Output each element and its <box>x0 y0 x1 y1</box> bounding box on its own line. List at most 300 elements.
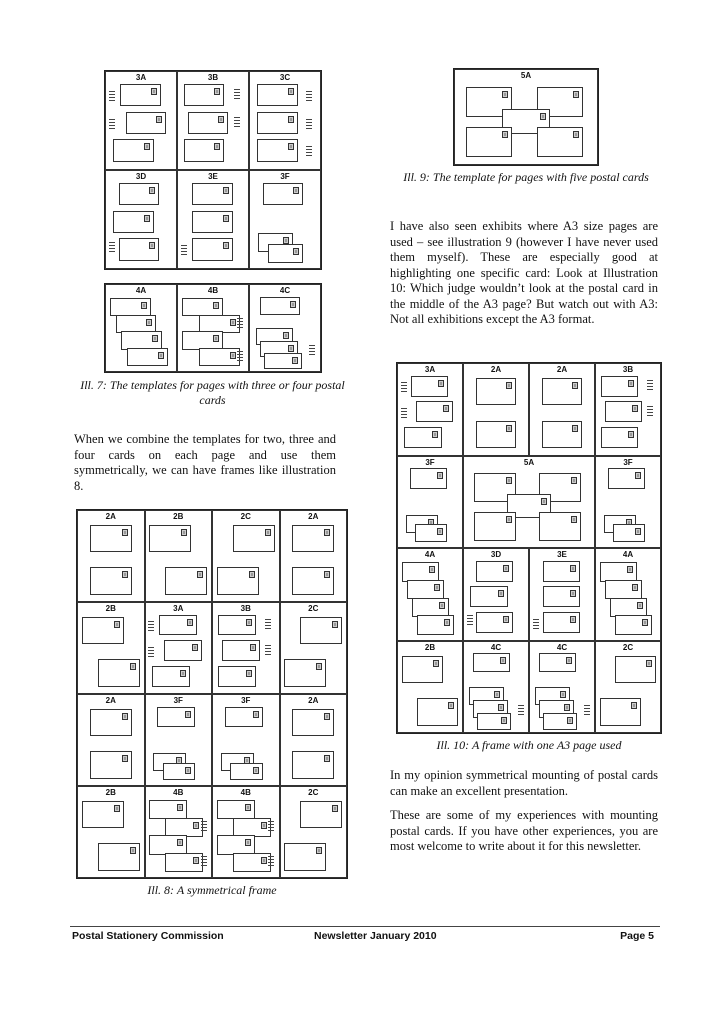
stamp-box <box>573 131 579 138</box>
postal-card-sketch <box>165 853 203 872</box>
stamp-box <box>114 805 120 812</box>
stamp-box <box>181 529 187 536</box>
stamp-box <box>288 116 294 123</box>
postal-card-sketch <box>601 376 638 397</box>
postal-card-sketch <box>199 348 240 366</box>
template-label: 3A <box>424 365 436 374</box>
stamp-box <box>541 498 547 505</box>
text-lines-mark <box>647 406 653 418</box>
stamp-box <box>156 116 162 123</box>
stamp-box <box>635 528 641 535</box>
stamp-box <box>180 670 186 677</box>
cards-area <box>213 797 279 877</box>
template-label: 4A <box>135 286 147 295</box>
cards-area <box>250 295 320 371</box>
ill7-three-card-grid <box>104 70 322 270</box>
template-cell-5a <box>454 69 598 165</box>
postal-card-sketch <box>165 818 203 837</box>
postal-card-sketch <box>182 331 223 349</box>
template-label: 5A <box>523 457 535 467</box>
cards-area <box>464 374 528 455</box>
stamp-box <box>434 584 440 591</box>
text-lines-mark <box>148 647 154 659</box>
cards-area <box>146 797 212 877</box>
postal-card-sketch <box>113 211 154 234</box>
stamp-box <box>214 88 220 95</box>
footer-commission: Postal Stationery Commission <box>72 930 224 942</box>
template-label: 3D <box>490 550 502 559</box>
postal-card-sketch <box>543 612 580 633</box>
stamp-box <box>324 713 330 720</box>
template-cell-2a <box>280 510 348 602</box>
stamp-box <box>185 711 191 718</box>
stamp-box <box>250 644 256 651</box>
postal-card-sketch <box>615 656 656 683</box>
text-lines-mark <box>518 705 524 717</box>
stamp-box <box>144 143 150 150</box>
template-label: 2C <box>308 788 319 797</box>
template-label: 3D <box>135 172 147 181</box>
footer-page-number: Page 5 <box>620 930 654 942</box>
postal-card-sketch <box>417 698 458 725</box>
postal-card-sketch <box>300 801 342 828</box>
template-label: 2A <box>308 512 319 521</box>
stamp-box <box>448 702 454 709</box>
postal-card-sketch <box>233 853 271 872</box>
text-lines-mark <box>584 705 590 717</box>
stamp-box <box>213 335 219 342</box>
stamp-box <box>560 691 566 698</box>
text-lines-mark <box>265 619 271 631</box>
cards-area <box>530 374 594 455</box>
stamp-box <box>438 380 444 387</box>
stamp-box <box>628 431 634 438</box>
stamp-box <box>503 565 509 572</box>
stamp-box <box>500 657 506 664</box>
text-lines-mark <box>201 821 207 833</box>
postal-card-sketch <box>188 112 229 135</box>
stamp-box <box>570 565 576 572</box>
postal-card-sketch <box>217 800 255 819</box>
paragraph-symmetrical-mounting: In my opinion symmetrical mounting of postal cards can make an excellent presentation. <box>390 768 658 798</box>
template-cell-3f <box>249 170 321 269</box>
stamp-box <box>185 767 191 774</box>
postal-card-sketch <box>600 562 637 581</box>
template-label: 4B <box>173 788 184 797</box>
stamp-box <box>443 405 449 412</box>
template-cell-3a <box>105 71 177 170</box>
postal-card-sketch <box>152 666 190 687</box>
postal-card-sketch <box>110 298 151 316</box>
postal-card-sketch <box>233 818 271 837</box>
stamp-box <box>122 571 128 578</box>
text-lines-mark <box>109 242 115 254</box>
template-cell-4b <box>212 786 280 878</box>
stamp-box <box>432 431 438 438</box>
postal-card-sketch <box>182 298 223 316</box>
stamp-box <box>213 302 219 309</box>
text-lines-mark <box>306 91 312 103</box>
stamp-box <box>261 822 267 829</box>
postal-card-sketch <box>476 612 513 633</box>
postal-card-sketch <box>98 843 140 870</box>
postal-card-sketch <box>113 139 154 162</box>
stamp-box <box>332 805 338 812</box>
stamp-box <box>177 839 183 846</box>
text-lines-mark <box>109 91 115 103</box>
stamp-box <box>324 755 330 762</box>
postal-card-sketch <box>474 512 516 541</box>
cards-area <box>596 467 660 548</box>
template-label: 3F <box>280 172 290 181</box>
postal-card-sketch <box>149 525 191 552</box>
stamp-box <box>214 143 220 150</box>
postal-card-sketch <box>164 640 202 661</box>
stamp-box <box>642 619 648 626</box>
postal-card-sketch <box>284 659 326 686</box>
stamp-box <box>573 91 579 98</box>
postal-card-sketch <box>417 615 454 634</box>
template-cell-3d <box>105 170 177 269</box>
postal-card-sketch <box>90 567 132 594</box>
postal-card-sketch <box>165 567 207 594</box>
cards-area <box>464 467 594 548</box>
postal-card-sketch <box>542 378 583 405</box>
cards-area <box>213 705 279 785</box>
text-lines-mark <box>109 119 115 131</box>
cards-area <box>596 559 660 640</box>
stamp-box <box>141 302 147 309</box>
template-cell-2c <box>280 786 348 878</box>
postal-card-sketch <box>218 615 256 636</box>
stamp-box <box>627 566 633 573</box>
text-lines-mark <box>306 119 312 131</box>
postal-card-sketch <box>120 84 161 107</box>
postal-card-sketch <box>412 598 449 617</box>
stamp-box <box>245 839 251 846</box>
postal-card-sketch <box>218 666 256 687</box>
postal-card-sketch <box>539 653 576 672</box>
template-label: 4A <box>424 550 436 559</box>
postal-card-sketch <box>402 656 443 683</box>
cards-area <box>213 613 279 693</box>
template-label: 4B <box>240 788 251 797</box>
cards-area <box>78 613 144 693</box>
postal-card-sketch <box>90 751 132 778</box>
template-cell-3e <box>529 548 595 641</box>
template-cell-2c <box>280 602 348 694</box>
postal-card-sketch <box>411 376 448 397</box>
postal-card-sketch <box>605 401 642 422</box>
stamp-box <box>230 352 236 359</box>
postal-card-sketch <box>184 84 225 107</box>
template-cell-4c <box>249 284 321 372</box>
template-label: 2B <box>424 642 436 652</box>
template-label: 2A <box>308 696 319 705</box>
cards-area <box>398 559 462 640</box>
postal-card-sketch <box>537 127 582 157</box>
stamp-box <box>114 621 120 628</box>
postal-card-sketch <box>82 801 124 828</box>
template-label: 2C <box>622 642 634 652</box>
postal-card-sketch <box>263 183 304 206</box>
text-lines-mark <box>181 245 187 257</box>
postal-card-sketch <box>543 713 578 731</box>
postal-card-sketch <box>407 580 444 599</box>
cards-area <box>281 613 347 693</box>
cards-area <box>106 82 176 169</box>
stamp-box <box>152 335 158 342</box>
template-cell-3a <box>397 363 463 456</box>
stamp-box <box>570 590 576 597</box>
template-cell-3a <box>145 602 213 694</box>
ill7-four-card-grid <box>104 283 322 373</box>
cards-area <box>106 295 176 371</box>
stamp-box <box>158 352 164 359</box>
cards-area <box>178 82 248 169</box>
postal-card-sketch <box>543 586 580 607</box>
stamp-box <box>444 619 450 626</box>
stamp-box <box>293 187 299 194</box>
cards-area <box>455 80 597 164</box>
stamp-box <box>192 644 198 651</box>
postal-card-sketch <box>149 800 187 819</box>
template-label: 3E <box>208 172 218 181</box>
ill9-caption: Ill. 9: The template for pages with five postal cards <box>403 170 649 184</box>
template-cell-3c <box>249 71 321 170</box>
ill8-symmetrical-frame-grid <box>76 509 348 879</box>
template-cell-2b <box>77 786 145 878</box>
cards-area <box>250 181 320 268</box>
stamp-box <box>246 619 252 626</box>
stamp-box <box>503 616 509 623</box>
text-lines-mark <box>201 856 207 868</box>
text-lines-mark <box>647 380 653 392</box>
template-label: 3B <box>240 604 251 613</box>
postal-card-sketch <box>157 707 195 728</box>
ill8-caption: Ill. 8: A symmetrical frame <box>147 883 277 897</box>
template-cell-4a <box>105 284 177 372</box>
postal-card-sketch <box>470 586 507 607</box>
template-cell-3b <box>212 602 280 694</box>
paragraph-experiences: These are some of my experiences with mounting postal cards. If you have other experiences, you are most welcome to write about it for this newsletter. <box>390 808 658 853</box>
ill10-caption: Ill. 10: A frame with one A3 page used <box>436 738 622 752</box>
cards-area <box>464 652 528 733</box>
template-cell-2a <box>77 694 145 786</box>
text-lines-mark <box>237 318 243 330</box>
postal-card-sketch <box>126 112 167 135</box>
text-lines-mark <box>401 408 407 420</box>
text-lines-mark <box>309 345 315 357</box>
stamp-box <box>193 822 199 829</box>
template-cell-4b <box>177 284 249 372</box>
postal-card-sketch <box>163 763 196 781</box>
text-lines-mark <box>268 856 274 868</box>
stamp-box <box>566 657 572 664</box>
ill9-five-card-grid <box>453 68 599 166</box>
text-lines-mark <box>234 117 240 129</box>
ill10-a3-frame-grid <box>396 362 662 734</box>
stamp-box <box>632 405 638 412</box>
text-lines-mark <box>533 619 539 631</box>
stamp-box <box>249 571 255 578</box>
cards-area <box>596 652 660 733</box>
template-cell-4a <box>595 548 661 641</box>
postal-card-sketch <box>473 653 510 672</box>
postal-card-sketch <box>119 238 160 261</box>
cards-area <box>146 613 212 693</box>
stamp-box <box>567 717 573 724</box>
stamp-box <box>122 755 128 762</box>
text-lines-mark <box>401 382 407 394</box>
stamp-box <box>571 516 577 523</box>
postal-card-sketch <box>543 561 580 582</box>
stamp-box <box>332 621 338 628</box>
template-cell-4c <box>463 641 529 734</box>
template-label: 2B <box>105 788 116 797</box>
text-lines-mark <box>467 615 473 627</box>
postal-card-sketch <box>292 525 334 552</box>
stamp-box <box>197 571 203 578</box>
postal-card-sketch <box>230 763 263 781</box>
cards-area <box>281 705 347 785</box>
template-cell-2b <box>397 641 463 734</box>
stamp-box <box>122 713 128 720</box>
postal-card-sketch <box>292 751 334 778</box>
template-cell-4a <box>397 548 463 641</box>
text-lines-mark <box>237 351 243 363</box>
postal-card-sketch <box>477 713 512 731</box>
postal-card-sketch <box>225 707 263 728</box>
template-cell-2a <box>463 363 529 456</box>
postal-card-sketch <box>127 348 168 366</box>
stamp-box <box>288 88 294 95</box>
stamp-box <box>433 660 439 667</box>
stamp-box <box>292 357 298 364</box>
postal-card-sketch <box>613 524 645 542</box>
postal-card-sketch <box>608 468 645 489</box>
stamp-box <box>631 702 637 709</box>
stamp-box <box>149 242 155 249</box>
postal-card-sketch <box>199 315 240 333</box>
postal-card-sketch <box>98 659 140 686</box>
stamp-box <box>572 382 578 389</box>
postal-card-sketch <box>257 139 298 162</box>
template-label: 2A <box>105 512 116 521</box>
postal-card-sketch <box>600 698 641 725</box>
stamp-box <box>502 131 508 138</box>
template-label: 3B <box>207 73 219 82</box>
stamp-box <box>130 847 136 854</box>
postal-card-sketch <box>466 127 511 157</box>
template-cell-2b <box>145 510 213 602</box>
postal-card-sketch <box>257 112 298 135</box>
cards-area <box>596 374 660 455</box>
stamp-box <box>502 91 508 98</box>
template-label: 2C <box>308 604 319 613</box>
template-cell-3d <box>463 548 529 641</box>
stamp-box <box>288 345 294 352</box>
postal-card-sketch <box>268 244 303 263</box>
postal-card-sketch <box>217 835 255 854</box>
postal-card-sketch <box>539 512 581 541</box>
postal-card-sketch <box>90 709 132 736</box>
stamp-box <box>151 88 157 95</box>
stamp-box <box>564 704 570 711</box>
stamp-box <box>429 566 435 573</box>
postal-card-sketch <box>476 378 517 405</box>
cards-area <box>530 652 594 733</box>
template-label: 2C <box>240 512 251 521</box>
stamp-box <box>570 616 576 623</box>
postal-card-sketch <box>192 238 233 261</box>
stamp-box <box>149 187 155 194</box>
cards-area <box>78 705 144 785</box>
stamp-box <box>571 477 577 484</box>
stamp-box <box>146 319 152 326</box>
postal-card-sketch <box>119 183 160 206</box>
template-cell-3b <box>177 71 249 170</box>
template-label: 3A <box>173 604 184 613</box>
postal-card-sketch <box>264 353 302 370</box>
template-label: 3E <box>557 550 567 559</box>
stamp-box <box>261 857 267 864</box>
template-cell-5a <box>463 456 595 549</box>
postal-card-sketch <box>257 84 298 107</box>
template-label: 4A <box>622 550 634 559</box>
template-cell-2a <box>529 363 595 456</box>
stamp-box <box>494 691 500 698</box>
text-lines-mark <box>234 89 240 101</box>
cards-area <box>250 82 320 169</box>
postal-card-sketch <box>159 615 197 636</box>
template-label: 2B <box>173 512 184 521</box>
stamp-box <box>144 215 150 222</box>
postal-card-sketch <box>416 401 453 422</box>
stamp-box <box>324 529 330 536</box>
postal-card-sketch <box>476 421 517 448</box>
template-cell-2c <box>212 510 280 602</box>
postal-card-sketch <box>404 427 441 448</box>
postal-card-sketch <box>121 331 162 349</box>
template-label: 4B <box>207 286 219 295</box>
template-cell-3f <box>212 694 280 786</box>
paragraph-combine-templates: When we combine the templates for two, three and four cards on each page and use them symmetrically, we can have frames like illustration 8. <box>74 432 336 493</box>
stamp-box <box>293 248 299 255</box>
postal-card-sketch <box>615 615 652 634</box>
stamp-box <box>290 301 296 308</box>
postal-card-sketch <box>116 315 157 333</box>
template-cell-2a <box>77 510 145 602</box>
cards-area <box>530 559 594 640</box>
stamp-box <box>632 584 638 591</box>
postal-card-sketch <box>90 525 132 552</box>
footer-rule <box>70 926 660 927</box>
postal-card-sketch <box>410 468 447 489</box>
stamp-box <box>324 571 330 578</box>
postal-card-sketch <box>292 567 334 594</box>
cards-area <box>78 797 144 877</box>
postal-card-sketch <box>260 297 301 315</box>
template-label: 2A <box>105 696 116 705</box>
template-cell-3f <box>595 456 661 549</box>
postal-card-sketch <box>300 617 342 644</box>
cards-area <box>398 652 462 733</box>
stamp-box <box>246 670 252 677</box>
stamp-box <box>223 242 229 249</box>
cards-area <box>213 521 279 601</box>
template-cell-2b <box>77 602 145 694</box>
